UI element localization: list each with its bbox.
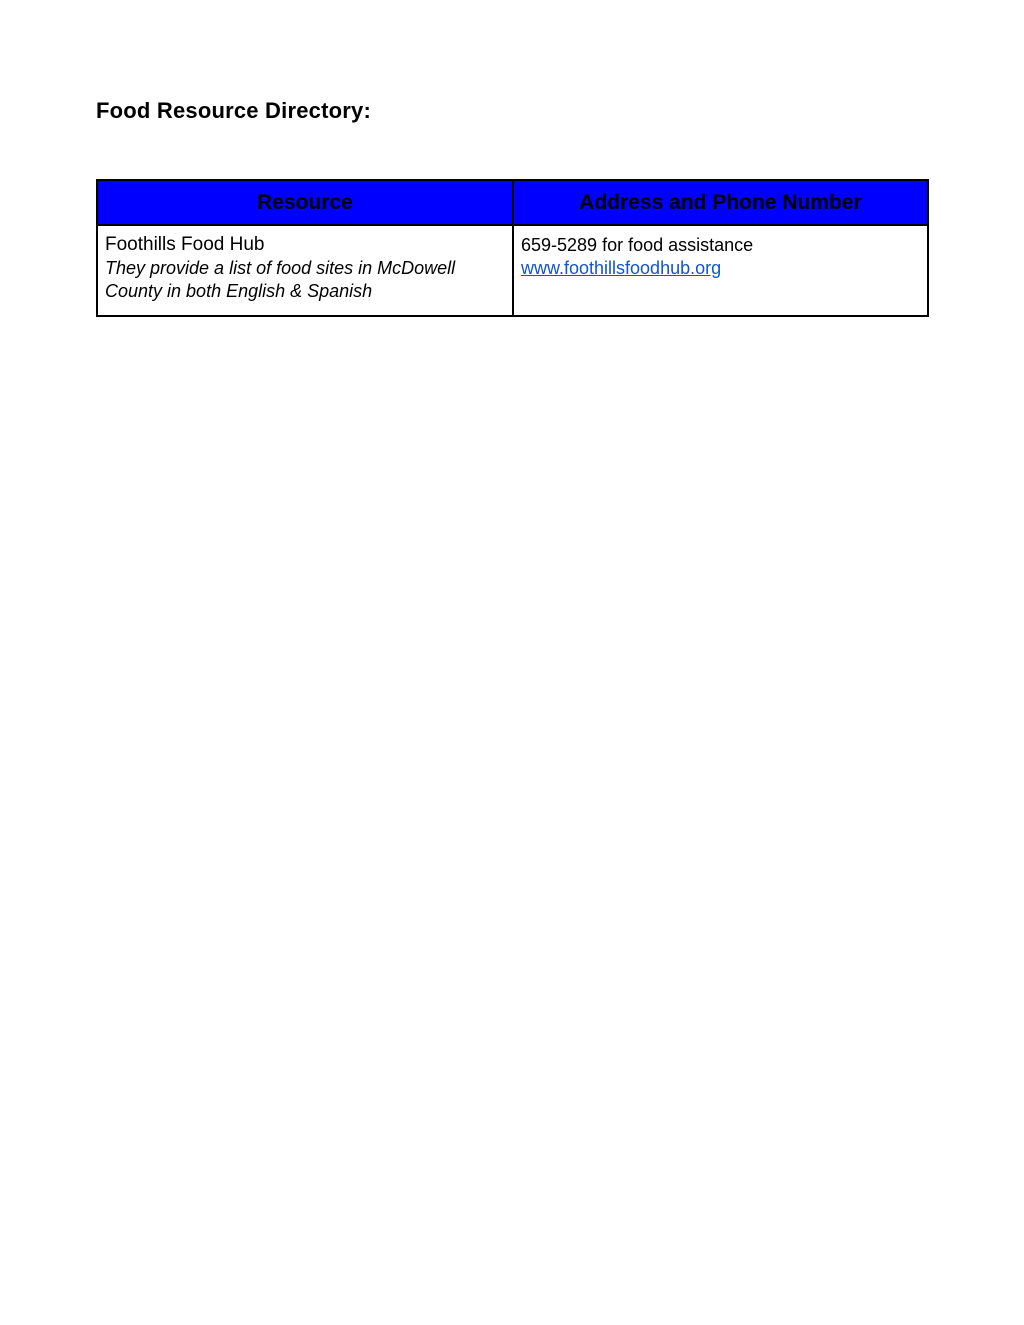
phone-info: 659-5289 for food assistance xyxy=(521,235,754,255)
header-address-phone: Address and Phone Number xyxy=(513,180,928,225)
table-header-row xyxy=(97,180,928,225)
resource-cell xyxy=(97,225,513,316)
table-row xyxy=(97,225,928,316)
resource-table xyxy=(96,179,929,317)
header-resource: Resource xyxy=(97,180,513,225)
website-link[interactable]: www.foothillsfoodhub.org xyxy=(521,258,722,278)
page-title: Food Resource Directory: xyxy=(96,98,371,123)
resource-name: Foothills Food Hub xyxy=(105,234,265,255)
resource-description: They provide a list of food sites in McDowell County in both English & Spanish xyxy=(105,258,456,301)
address-phone-cell xyxy=(513,225,928,316)
